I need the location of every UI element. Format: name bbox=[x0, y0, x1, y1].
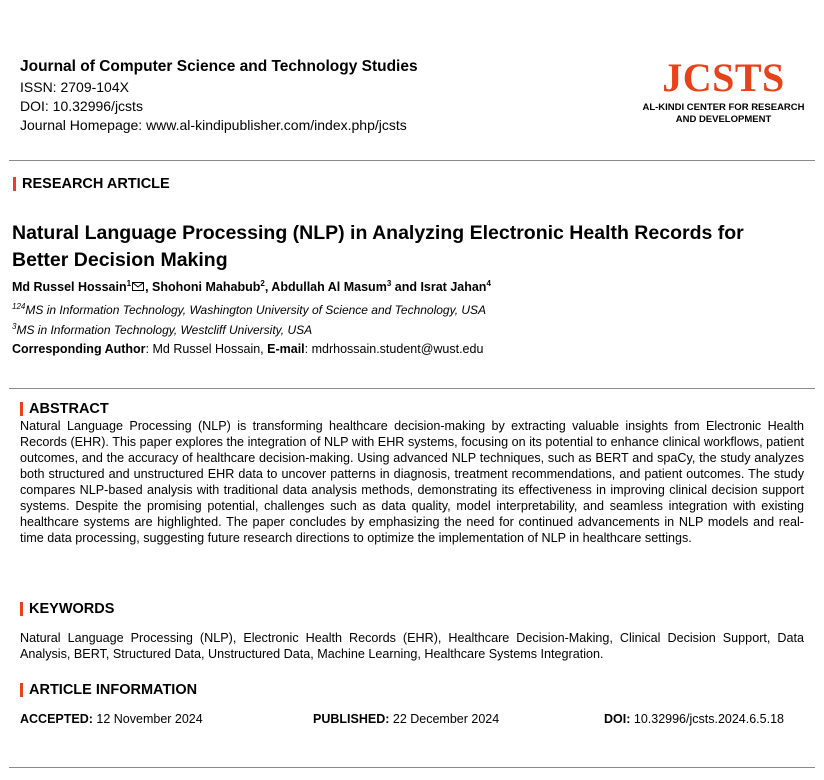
footer-divider bbox=[9, 767, 815, 768]
corresponding-label: Corresponding Author bbox=[12, 342, 146, 356]
author-sep: , bbox=[264, 280, 272, 295]
abstract-text: Natural Language Processing (NLP) is transforming healthcare decision-making by extracting valuable insights from Electronic Health Records (EHR). This paper explores the integration of NLP with EHR systems, focusing on its potential to enhance clinical workflows, patient outcomes, and the accuracy of healthcare decision-making. Using advanced NLP techniques, such as BERT and spaCy, the study analyzes both structured and unstructured EHR data to uncover patterns in diagnosis, treatment recommendations, and patient outcomes. The study compares NLP-based analysis with traditional data analysis methods, demonstrating its effectiveness in improving clinical decision support systems. Despite the promising potential, challenges such as data quality, model interpretability, and seamless integration with existing healthcare systems are highlighted. The paper concludes by emphasizing the need for continued advancements in NLP models and real-time data processing, suggesting future research directions to optimize the implementation of NLP in healthcare settings. bbox=[20, 419, 804, 545]
corresponding-email[interactable]: : mdrhossain.student@wust.edu bbox=[304, 342, 484, 356]
section-marker bbox=[20, 402, 23, 416]
doi-value[interactable]: 10.32996/jcsts.2024.6.5.18 bbox=[630, 712, 784, 726]
keywords-text: Natural Language Processing (NLP), Electronic Health Records (EHR), Healthcare Decision-Making, Clinical Decision Support, Data Analysis, BERT, Structured Data, Unstructured Data, Machine Learning, Healthcare Systems Integration. bbox=[20, 631, 804, 661]
email-icon[interactable] bbox=[132, 282, 144, 291]
corresponding-author bbox=[12, 342, 483, 356]
journal-logo bbox=[631, 55, 816, 126]
logo-subtitle-1: AL-KINDI CENTER FOR RESEARCH bbox=[642, 102, 805, 113]
author-4-sup: 4 bbox=[486, 279, 491, 288]
article-info-heading-label: ARTICLE INFORMATION bbox=[29, 682, 198, 698]
author-3-sup: 3 bbox=[386, 279, 392, 288]
journal-doi: DOI: 10.32996/jcsts bbox=[20, 98, 143, 114]
author-4: Israt Jahan bbox=[420, 280, 487, 295]
abstract-heading bbox=[20, 401, 109, 417]
article-info-heading bbox=[20, 682, 197, 698]
accepted-label: ACCEPTED: bbox=[20, 712, 93, 726]
accepted-date bbox=[20, 712, 203, 726]
published-date bbox=[313, 712, 499, 726]
article-type-label: RESEARCH ARTICLE bbox=[22, 176, 170, 192]
paper-title: Natural Language Processing (NLP) in Analyzing Electronic Health Records for Better Decision Making bbox=[12, 222, 744, 271]
email-label: E-mail bbox=[267, 342, 305, 356]
doi-label: DOI: bbox=[604, 712, 631, 726]
author-sep: , bbox=[145, 280, 153, 295]
affiliation-2-text: MS in Information Technology, Westcliff University, USA bbox=[16, 323, 313, 337]
keywords-heading bbox=[20, 601, 114, 617]
section-marker bbox=[13, 177, 16, 191]
logo-subtitle-2: AND DEVELOPMENT bbox=[675, 114, 772, 125]
author-sep: and bbox=[391, 280, 421, 295]
author-2-sup: 2 bbox=[260, 279, 265, 288]
journal-homepage[interactable]: Journal Homepage: www.al-kindipublisher.com/index.php/jcsts bbox=[20, 117, 407, 133]
keywords-heading-label: KEYWORDS bbox=[29, 601, 115, 617]
abstract-divider bbox=[9, 388, 815, 389]
article-doi bbox=[604, 712, 784, 726]
section-marker bbox=[20, 602, 23, 616]
journal-issn: ISSN: 2709-104X bbox=[20, 79, 129, 95]
affiliation-2 bbox=[12, 322, 312, 337]
journal-name: Journal of Computer Science and Technology Studies bbox=[20, 58, 418, 75]
author-3: Abdullah Al Masum bbox=[271, 280, 387, 295]
affiliation-1-sup: 124 bbox=[12, 302, 26, 311]
author-list bbox=[12, 279, 491, 294]
header-divider bbox=[9, 160, 815, 161]
published-value: 22 December 2024 bbox=[389, 712, 500, 726]
author-1: Md Russel Hossain bbox=[12, 280, 127, 295]
affiliation-1 bbox=[12, 302, 486, 317]
affiliation-2-sup: 3 bbox=[12, 322, 17, 331]
section-marker bbox=[20, 683, 23, 697]
article-type bbox=[13, 176, 170, 192]
published-label: PUBLISHED: bbox=[313, 712, 390, 726]
abstract-heading-label: ABSTRACT bbox=[29, 401, 109, 417]
corresponding-name: : Md Russel Hossain, bbox=[145, 342, 268, 356]
accepted-value: 12 November 2024 bbox=[92, 712, 203, 726]
author-2: Shohoni Mahabub bbox=[152, 280, 261, 295]
author-1-sup: 1 bbox=[126, 279, 132, 288]
affiliation-1-text: MS in Information Technology, Washington University of Science and Technology, USA bbox=[25, 303, 487, 317]
logo-wordmark: JCSTS bbox=[662, 55, 785, 100]
